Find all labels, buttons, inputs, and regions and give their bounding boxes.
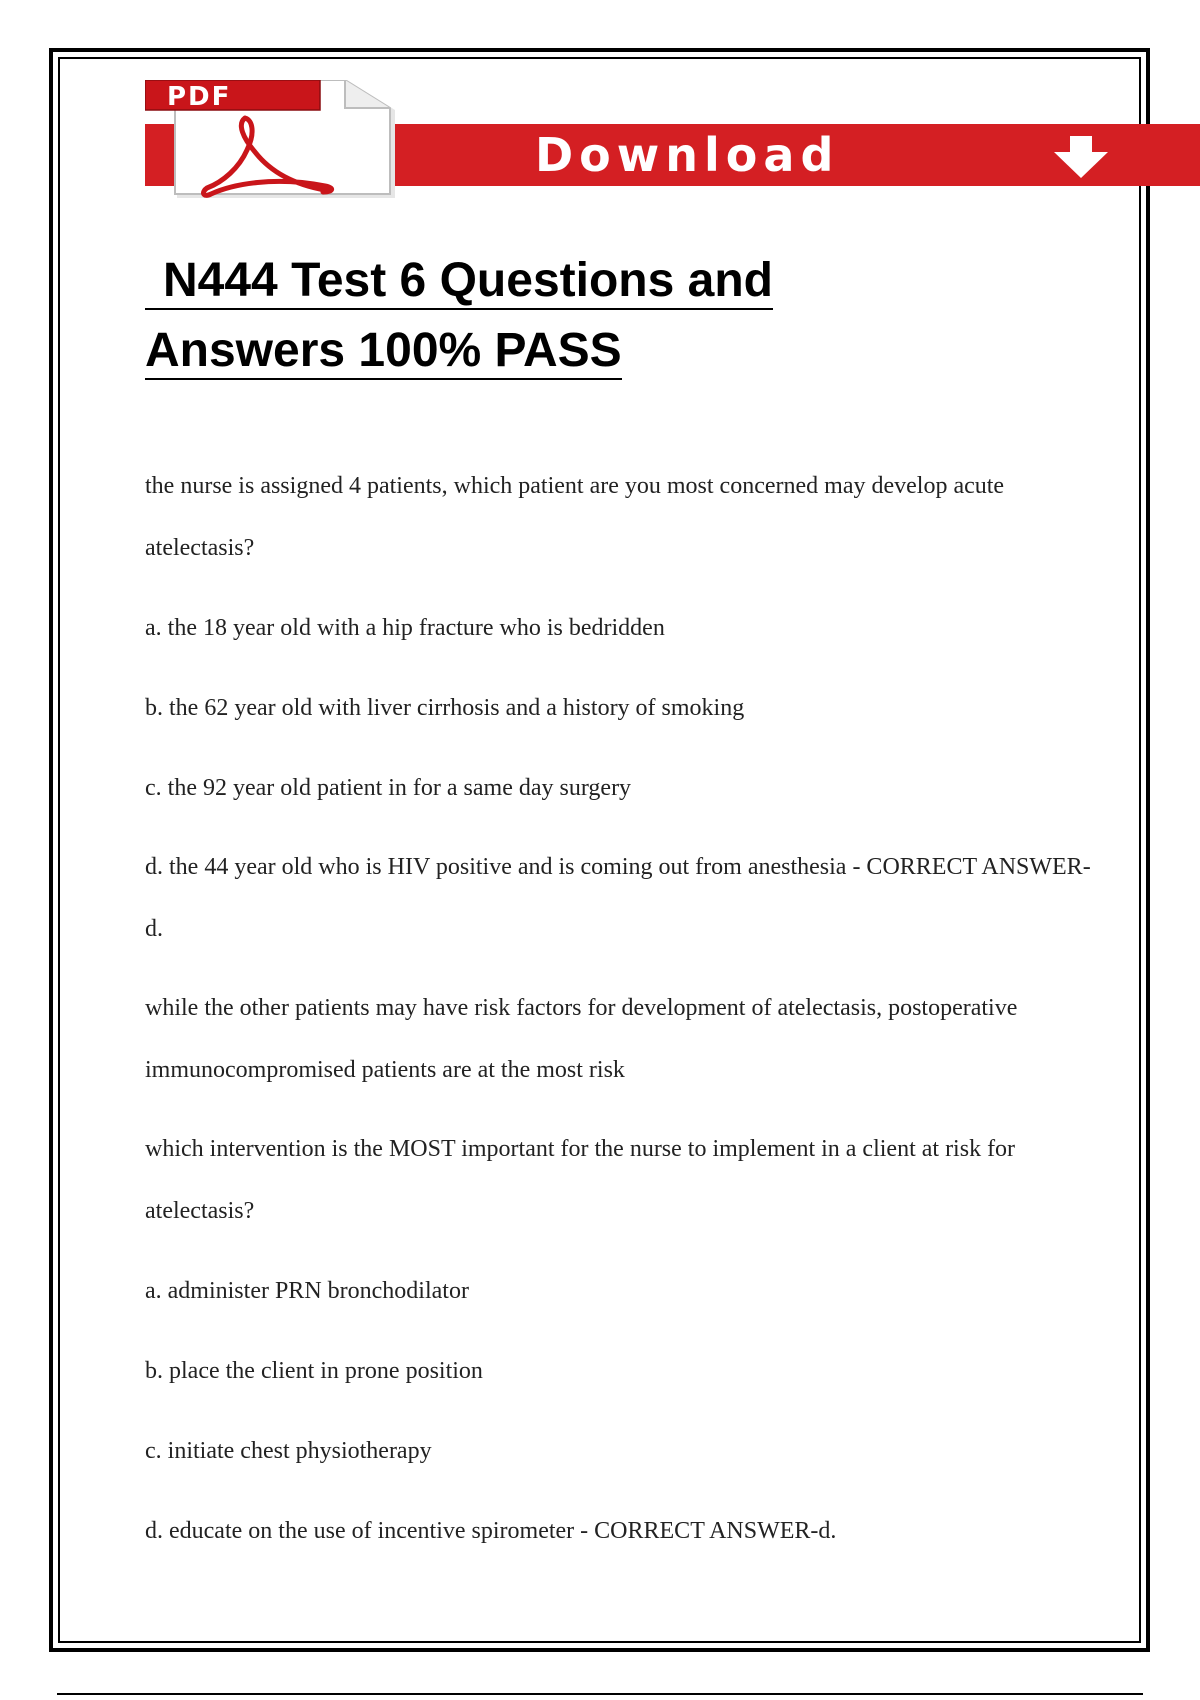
question-2-option-d: d. educate on the use of incentive spirometer - CORRECT ANSWER-d. xyxy=(145,1518,837,1544)
question-2-option-c: c. initiate chest physiotherapy xyxy=(145,1438,432,1464)
download-arrow-icon xyxy=(1050,132,1112,182)
question-1-option-d: d. the 44 year old who is HIV positive and is coming out from anesthesia - CORRECT ANSWER-d. xyxy=(145,854,1091,942)
document-body xyxy=(145,455,1105,1562)
question-1-option-c: c. the 92 year old patient in for a same day surgery xyxy=(145,775,632,801)
document-title-line-1: N444 Test 6 Questions and xyxy=(145,254,773,310)
question-1-stem: the nurse is assigned 4 patients, which patient are you most concerned may develop acute atelectasis? xyxy=(145,473,1005,561)
question-2-option-b: b. place the client in prone position xyxy=(145,1358,483,1384)
question-1-rationale: while the other patients may have risk factors for development of atelectasis, postoperative immunocompromised patients are at the most risk xyxy=(145,995,1018,1083)
question-2-option-a: a. administer PRN bronchodilator xyxy=(145,1278,469,1304)
question-1-option-a: a. the 18 year old with a hip fracture who is bedridden xyxy=(145,615,665,641)
question-2-stem: which intervention is the MOST important for the nurse to implement in a client at risk for atelectasis? xyxy=(145,1136,1016,1224)
pdf-file-icon[interactable] xyxy=(145,80,420,200)
document-title xyxy=(145,246,1045,386)
bottom-rule xyxy=(57,1693,1143,1695)
pdf-label: PDF xyxy=(167,82,232,112)
download-label: Download xyxy=(535,128,840,182)
document-title-line-2: Answers 100% PASS xyxy=(145,324,622,380)
question-1-option-b: b. the 62 year old with liver cirrhosis and a history of smoking xyxy=(145,695,745,721)
